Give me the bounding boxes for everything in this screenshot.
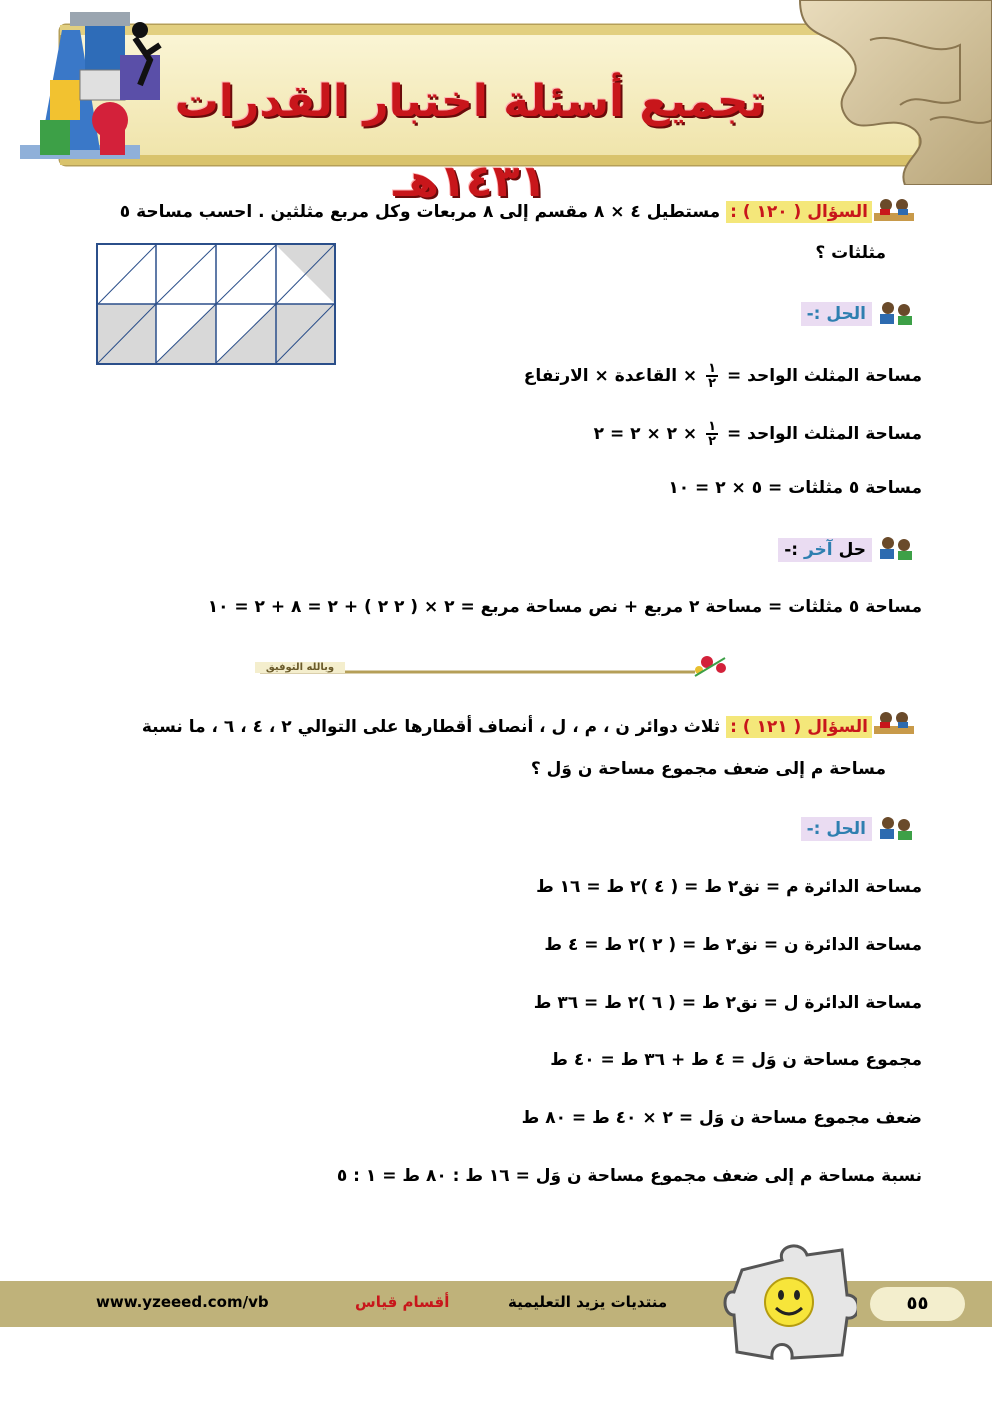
footer-section: أقسام قياس (355, 1293, 450, 1311)
student-icon (872, 708, 916, 738)
step-1-lhs: مساحة المثلث الواحد = (726, 366, 922, 386)
alt-solution-label (778, 540, 872, 560)
frac-num: ١ (708, 419, 717, 434)
frac-num: ١ (708, 361, 717, 376)
page-number: ٥٥ (870, 1287, 965, 1321)
alt-solution-icon (874, 533, 918, 563)
triangles-grid (96, 243, 338, 367)
page-title: تجميع أسئلة اختبار القدرات ١٤٣١هـ (174, 76, 766, 207)
step-1-rhs: × القاعدة × الارتفاع (523, 366, 698, 386)
question-120-label: السؤال ( ١٢٠ ) : (726, 201, 872, 223)
step-ratio: نسبة مساحة م إلى ضعف مجموع مساحة ن وَل = ١٦ ط : ٨٠ ط = ١ : ٥ (336, 1166, 922, 1186)
step-2-lhs: مساحة المثلث الواحد = (726, 424, 922, 444)
question-121-line2: مساحة م إلى ضعف مجموع مساحة ن وَل ؟ (530, 759, 886, 779)
footer-forum: منتديات يزيد التعليمية (508, 1293, 668, 1311)
step-sum: مجموع مساحة ن وَل = ٤ ط + ٣٦ ط = ٤٠ ط (550, 1050, 922, 1070)
step-2 (594, 420, 922, 448)
solution-label-text: الحل :- (801, 302, 872, 326)
frac-den: ٢ (708, 376, 717, 391)
question-121-line1 (142, 717, 872, 737)
rectangle-figure (96, 243, 338, 371)
divider-text: وبالله التوفيق (255, 662, 345, 673)
step-l: مساحة الدائرة ل = نق٢ ط = ( ٦ )٢ ط = ٣٦ ط (533, 993, 922, 1013)
frac-den: ٢ (708, 434, 717, 449)
alt-label-a: حل (838, 540, 866, 560)
fraction-half (706, 420, 718, 448)
alt-label-c: :- (784, 540, 799, 560)
alt-solution-badge (778, 538, 872, 562)
alt-label-b: آخر (803, 540, 833, 560)
fraction-half (706, 362, 718, 390)
smiley-puzzle-icon (722, 1240, 857, 1365)
alt-step: مساحة ٥ مثلثات = مساحة ٢ مربع + نص مساحة مربع = ٢ × ( ٢ ٢ ) + ٢ = ٨ + ٢ = ١٠ (207, 597, 922, 617)
question-120-text: مستطيل ٤ × ٨ مقسم إلى ٨ مربعات وكل مربع مثلثين . احسب مساحة ٥ (119, 202, 721, 222)
divider (255, 648, 735, 683)
footer-url[interactable]: www.yzeeed.com/vb (96, 1293, 269, 1311)
question-120-line2: مثلثات ؟ (815, 243, 886, 263)
question-121-label: السؤال ( ١٢١ ) : (726, 716, 872, 738)
step-m: مساحة الدائرة م = نق٢ ط = ( ٤ )٢ ط = ١٦ ط (536, 877, 922, 897)
step-1 (524, 362, 922, 390)
step-double: ضعف مجموع مساحة ن وَل = ٢ × ٤٠ ط = ٨٠ ط (521, 1108, 922, 1128)
step-n: مساحة الدائرة ن = نق٢ ط = ( ٢ )٢ ط = ٤ ط (544, 935, 922, 955)
student-icon (872, 195, 916, 225)
solution-label-text: الحل :- (801, 817, 872, 841)
step-2-rhs: × ٢ × ٢ = ٢ (593, 424, 698, 444)
question-120-line1 (120, 202, 872, 222)
question-121-text: ثلاث دوائر ن ، م ، ل ، أنصاف أقطارها على التوالي ٢ ، ٤ ، ٦ ، ما نسبة (141, 717, 721, 737)
solution-icon (874, 813, 918, 843)
step-3: مساحة ٥ مثلثات = ٥ × ٢ = ١٠ (668, 478, 922, 498)
solution-label-120 (801, 304, 872, 324)
solution-label-121 (801, 819, 872, 839)
solution-icon (874, 298, 918, 328)
